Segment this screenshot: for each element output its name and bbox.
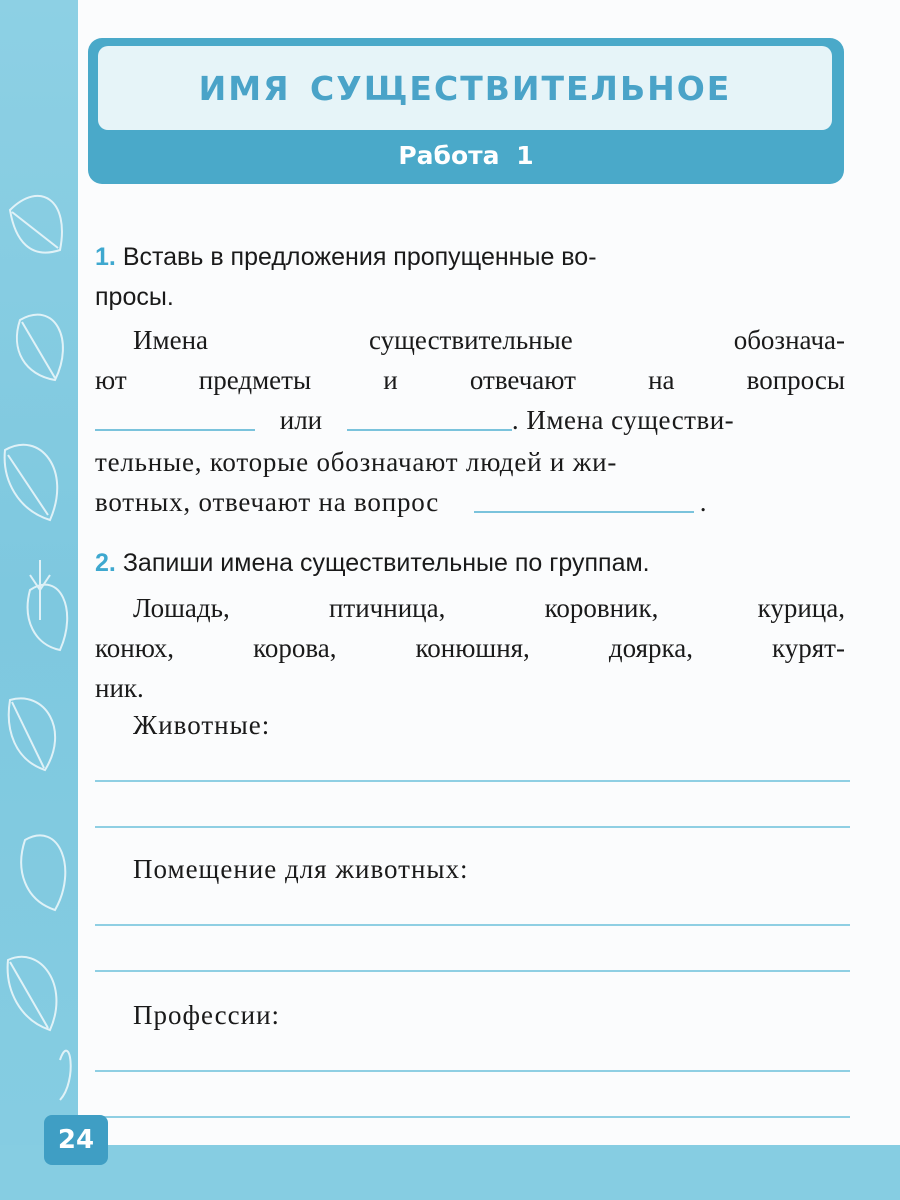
group-label-professions: Профессии:	[133, 1000, 281, 1030]
answer-blank-3[interactable]	[474, 511, 694, 513]
leaf-pattern-icon	[0, 0, 78, 1200]
task1-number: 1.	[95, 243, 116, 271]
word: корова,	[253, 633, 337, 663]
word: обознача-	[733, 325, 845, 355]
word: коровник,	[544, 593, 659, 623]
task1-text-line5	[95, 482, 845, 522]
section-header	[88, 38, 844, 184]
word: конюх,	[95, 633, 175, 663]
answer-blank-2[interactable]	[347, 429, 512, 431]
task1-text-line1	[133, 320, 845, 360]
task1-instruction-text: Вставь в предложения пропущенные во-	[122, 243, 597, 271]
decorative-sidebar	[0, 0, 78, 1200]
word: Лошадь,	[133, 593, 230, 623]
work-title: Работа 1	[398, 141, 534, 170]
section-title: ИМЯ СУЩЕСТВИТЕЛЬНОЕ	[98, 46, 832, 130]
text-fragment: вотных, отвечают на вопрос	[95, 487, 440, 517]
word: отвечают	[469, 365, 576, 395]
word: предметы	[198, 365, 312, 395]
writing-line[interactable]	[95, 970, 850, 972]
word: конюшня,	[415, 633, 530, 663]
writing-line[interactable]	[95, 1116, 850, 1118]
word: курят-	[772, 633, 845, 663]
task1-instruction-line2: просы.	[95, 283, 174, 311]
writing-line[interactable]	[95, 826, 850, 828]
task2-words-line3: ник.	[95, 673, 144, 703]
writing-line[interactable]	[95, 1070, 850, 1072]
word: и	[383, 365, 398, 395]
word: вопросы	[746, 365, 845, 395]
word: Имена	[133, 325, 209, 355]
word: курица,	[757, 593, 845, 623]
word: существительные	[369, 325, 573, 355]
task2-instruction-text: Запиши имена существительные по группам.	[122, 549, 650, 577]
task2-words-line1	[133, 588, 845, 628]
task2-words-line2	[95, 628, 845, 668]
word: на	[648, 365, 675, 395]
text-fragment: . Имена существи-	[511, 405, 735, 435]
word-or: или	[279, 405, 323, 435]
word: доярка,	[608, 633, 693, 663]
task2-instruction	[95, 542, 845, 584]
page-number: 24	[44, 1115, 108, 1165]
task1-text-line3	[95, 400, 845, 440]
task2-number: 2.	[95, 549, 116, 577]
group-label-animals: Животные:	[133, 710, 271, 740]
bottom-band	[0, 1145, 900, 1200]
task1-text-line4: тельные, которые обозначают людей и жи-	[95, 447, 618, 477]
word: птичница,	[328, 593, 446, 623]
writing-line[interactable]	[95, 924, 850, 926]
group-label-shelters: Помещение для животных:	[133, 854, 469, 884]
writing-line[interactable]	[95, 780, 850, 782]
task1-instruction-line1	[95, 236, 845, 278]
period: .	[699, 487, 707, 517]
word: ют	[95, 365, 127, 395]
answer-blank-1[interactable]	[95, 429, 255, 431]
task1-text-line2	[95, 360, 845, 400]
